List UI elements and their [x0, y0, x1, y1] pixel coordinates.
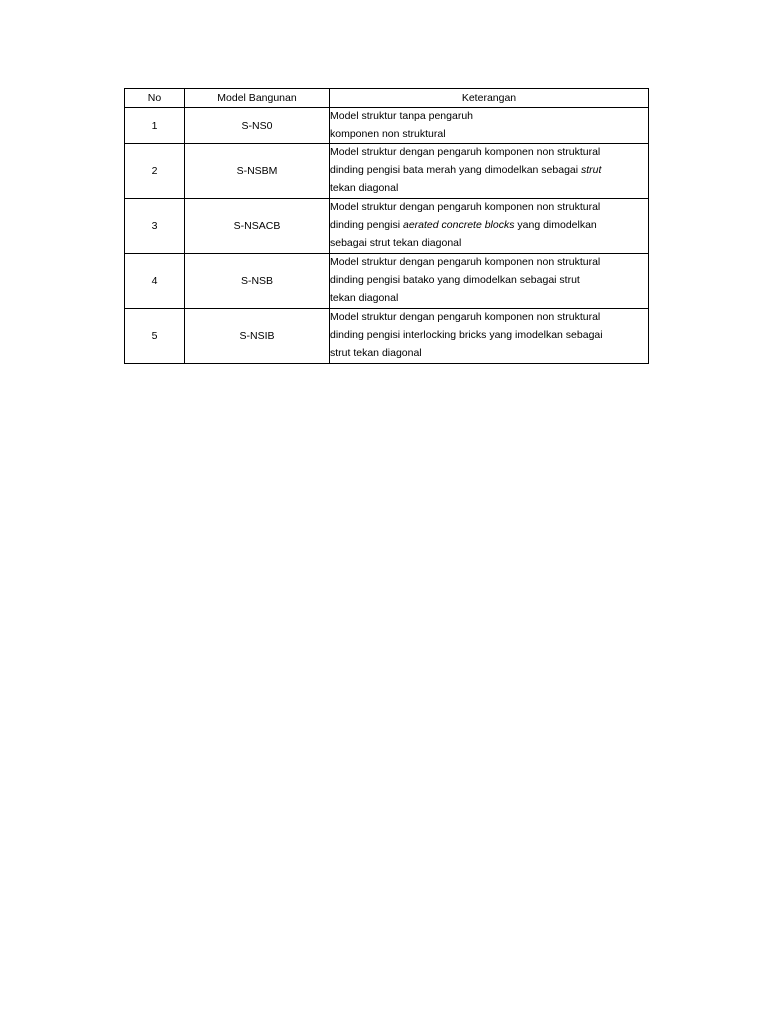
- table-row: [125, 144, 649, 199]
- header-row: [125, 89, 649, 108]
- table-row: [125, 108, 649, 144]
- table-header: [125, 89, 649, 108]
- desc-text: Model struktur dengan pengaruh komponen non struktural: [330, 311, 601, 323]
- table-row: [125, 309, 649, 364]
- desc-text: Model struktur dengan pengaruh komponen non struktural: [330, 256, 601, 268]
- row-model: S-NSIB: [185, 309, 330, 364]
- model-table: [124, 88, 649, 364]
- desc-line: [330, 143, 648, 161]
- desc-text: Model struktur tanpa pengaruh: [330, 110, 474, 122]
- desc-text: Model struktur dengan pengaruh komponen non struktural: [330, 146, 601, 158]
- desc-line: [330, 326, 648, 344]
- desc-line: [330, 344, 648, 362]
- row-no: 2: [125, 144, 185, 199]
- desc-line: [330, 107, 648, 125]
- header-desc: Keterangan: [330, 89, 649, 108]
- desc-line: [330, 125, 648, 143]
- desc-text: strut tekan diagonal: [330, 347, 422, 359]
- row-model: S-NSB: [185, 254, 330, 309]
- table-body: [125, 108, 649, 364]
- header-model: Model Bangunan: [185, 89, 330, 108]
- row-no: 5: [125, 309, 185, 364]
- row-no: 1: [125, 108, 185, 144]
- desc-text: tekan diagonal: [330, 292, 399, 304]
- desc-line: [330, 179, 648, 197]
- desc-text: komponen non struktural: [330, 128, 446, 140]
- desc-italic: aerated concrete blocks: [402, 219, 515, 231]
- row-model: S-NSACB: [185, 199, 330, 254]
- row-no: 3: [125, 199, 185, 254]
- row-model: S-NSBM: [185, 144, 330, 199]
- desc-text: dinding pengisi bata merah yang dimodelkan sebagai: [330, 164, 582, 176]
- row-desc: [330, 199, 649, 254]
- desc-text: dinding pengisi interlocking bricks yang imodelkan sebagai: [330, 329, 603, 341]
- desc-text: dinding pengisi: [330, 219, 403, 231]
- desc-text: Model struktur dengan pengaruh komponen non struktural: [330, 201, 601, 213]
- desc-italic: strut: [581, 164, 602, 176]
- desc-line: [330, 234, 648, 252]
- row-no: 4: [125, 254, 185, 309]
- desc-line: [330, 289, 648, 307]
- desc-line: [330, 216, 648, 234]
- row-desc: [330, 309, 649, 364]
- row-desc: [330, 254, 649, 309]
- desc-line: [330, 308, 648, 326]
- row-desc: [330, 108, 649, 144]
- desc-line: [330, 161, 648, 179]
- row-model: S-NS0: [185, 108, 330, 144]
- desc-line: [330, 253, 648, 271]
- desc-text: tekan diagonal: [330, 182, 399, 194]
- row-desc: [330, 144, 649, 199]
- table-row: [125, 199, 649, 254]
- table-row: [125, 254, 649, 309]
- desc-line: [330, 271, 648, 289]
- desc-text: yang dimodelkan: [514, 219, 597, 231]
- desc-text: sebagai strut tekan diagonal: [330, 237, 462, 249]
- header-no: No: [125, 89, 185, 108]
- desc-line: [330, 198, 648, 216]
- desc-text: dinding pengisi batako yang dimodelkan sebagai strut: [330, 274, 580, 286]
